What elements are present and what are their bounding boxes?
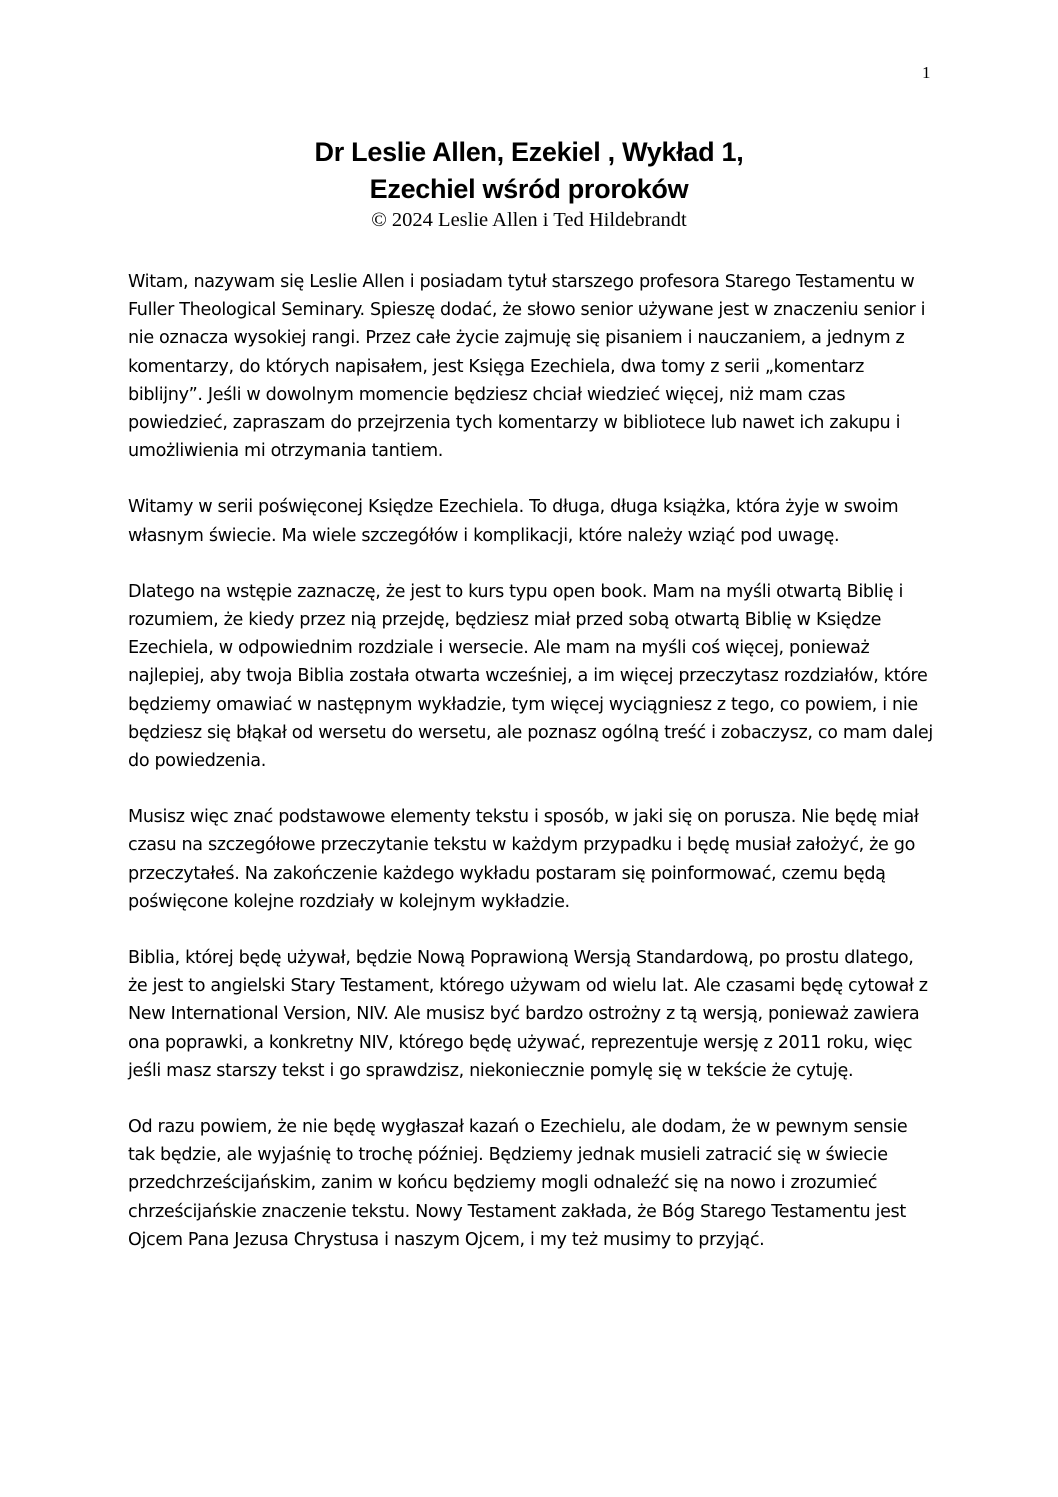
- document-body: [128, 268, 938, 1282]
- paragraph-4: Musisz więc znać podstawowe elementy tekstu i sposób, w jaki się on porusza. Nie będę miał czasu na szczegółowe przeczytanie tekstu w każdym przypadku i będę musiał założyć, że go przeczytałeś. Na zakończenie każdego wykładu postaram się poinformować, czemu będą poświęcone kolejne rozdziały w kolejnym wykładzie.: [128, 807, 919, 912]
- paragraph-3: Dlatego na wstępie zaznaczę, że jest to kurs typu open book. Mam na myśli otwartą Biblię i rozumiem, że kiedy przez nią przejdę, będziesz miał przed sobą otwartą Biblię w Księdze Ezechiela, w odpowiednim rozdziale i wersecie. Ale mam na myśli coś więcej, ponieważ najlepiej, aby twoja Biblia została otwarta wcześniej, a im więcej przeczytasz rozdziałów, które będziemy omawiać w następnym wykładzie, tym więcej wyciągniesz z tego, co powiem, i nie będziesz się błąkał od wersetu do wersetu, ale poznasz ogólną treść i zobaczysz, co mam dalej do powiedzenia.: [128, 581, 933, 772]
- paragraph-1: Witam, nazywam się Leslie Allen i posiadam tytuł starszego profesora Starego Testamentu w Fuller Theological Seminary. Spieszę dodać, że słowo senior używane jest w znaczeniu senior i nie oznacza wysokiej rangi. Przez całe życie zajmuję się pisaniem i nauczaniem, a jednym z komentarzy, do których napisałem, jest Księga Ezechiela, dwa tomy z serii „komentarz biblijny”. Jeśli w dowolnym momencie będziesz chciał wiedzieć więcej, niż mam czas powiedzieć, zapraszam do przejrzenia tych komentarzy w bibliotece lub nawet ich zakupu i umożliwienia mi otrzymania tantiem.: [128, 272, 926, 462]
- paragraph-6: Od razu powiem, że nie będę wygłaszał kazań o Ezechielu, ale dodam, że w pewnym sensie tak będzie, ale wyjaśnię to trochę później. Będziemy jednak musieli zatracić się w świecie przedchrześcijańskim, zanim w końcu będziemy mogli odnaleźć się na nowo i zrozumieć chrześcijańskie znaczenie tekstu. Nowy Testament zakłada, że Bóg Starego Testamentu jest Ojcem Pana Jezusa Chrystusa i naszym Ojcem, i my też musimy to przyjąć.: [128, 1117, 908, 1250]
- copyright-notice: © 2024 Leslie Allen i Ted Hildebrandt: [371, 209, 687, 231]
- document-title-line-2: Ezechiel wśród proroków: [369, 174, 689, 204]
- paragraph-5: Biblia, której będę używał, będzie Nową Poprawioną Wersją Standardową, po prostu dlatego, że jest to angielski Stary Testament, którego używam od wielu lat. Ale czasami będę cytował z New International Version, NIV. Ale musisz być bardzo ostrożny z tą wersją, ponieważ zawiera ona poprawki, a konkretny NIV, którego będę używać, reprezentuje wersję z 2011 roku, więc jeśli masz starszy tekst i go sprawdzisz, niekoniecznie pomylę się w tekście że cytuję.: [128, 948, 928, 1081]
- paragraph-2: Witamy w serii poświęconej Księdze Ezechiela. To długa, długa książka, która żyje w swoim własnym świecie. Ma wiele szczegółów i komplikacji, które należy wziąć pod uwagę.: [128, 497, 899, 546]
- page-number: 1: [922, 63, 931, 82]
- document-title-line-1: Dr Leslie Allen, Ezekiel , Wykład 1,: [314, 137, 744, 167]
- document-header: [0, 134, 1058, 232]
